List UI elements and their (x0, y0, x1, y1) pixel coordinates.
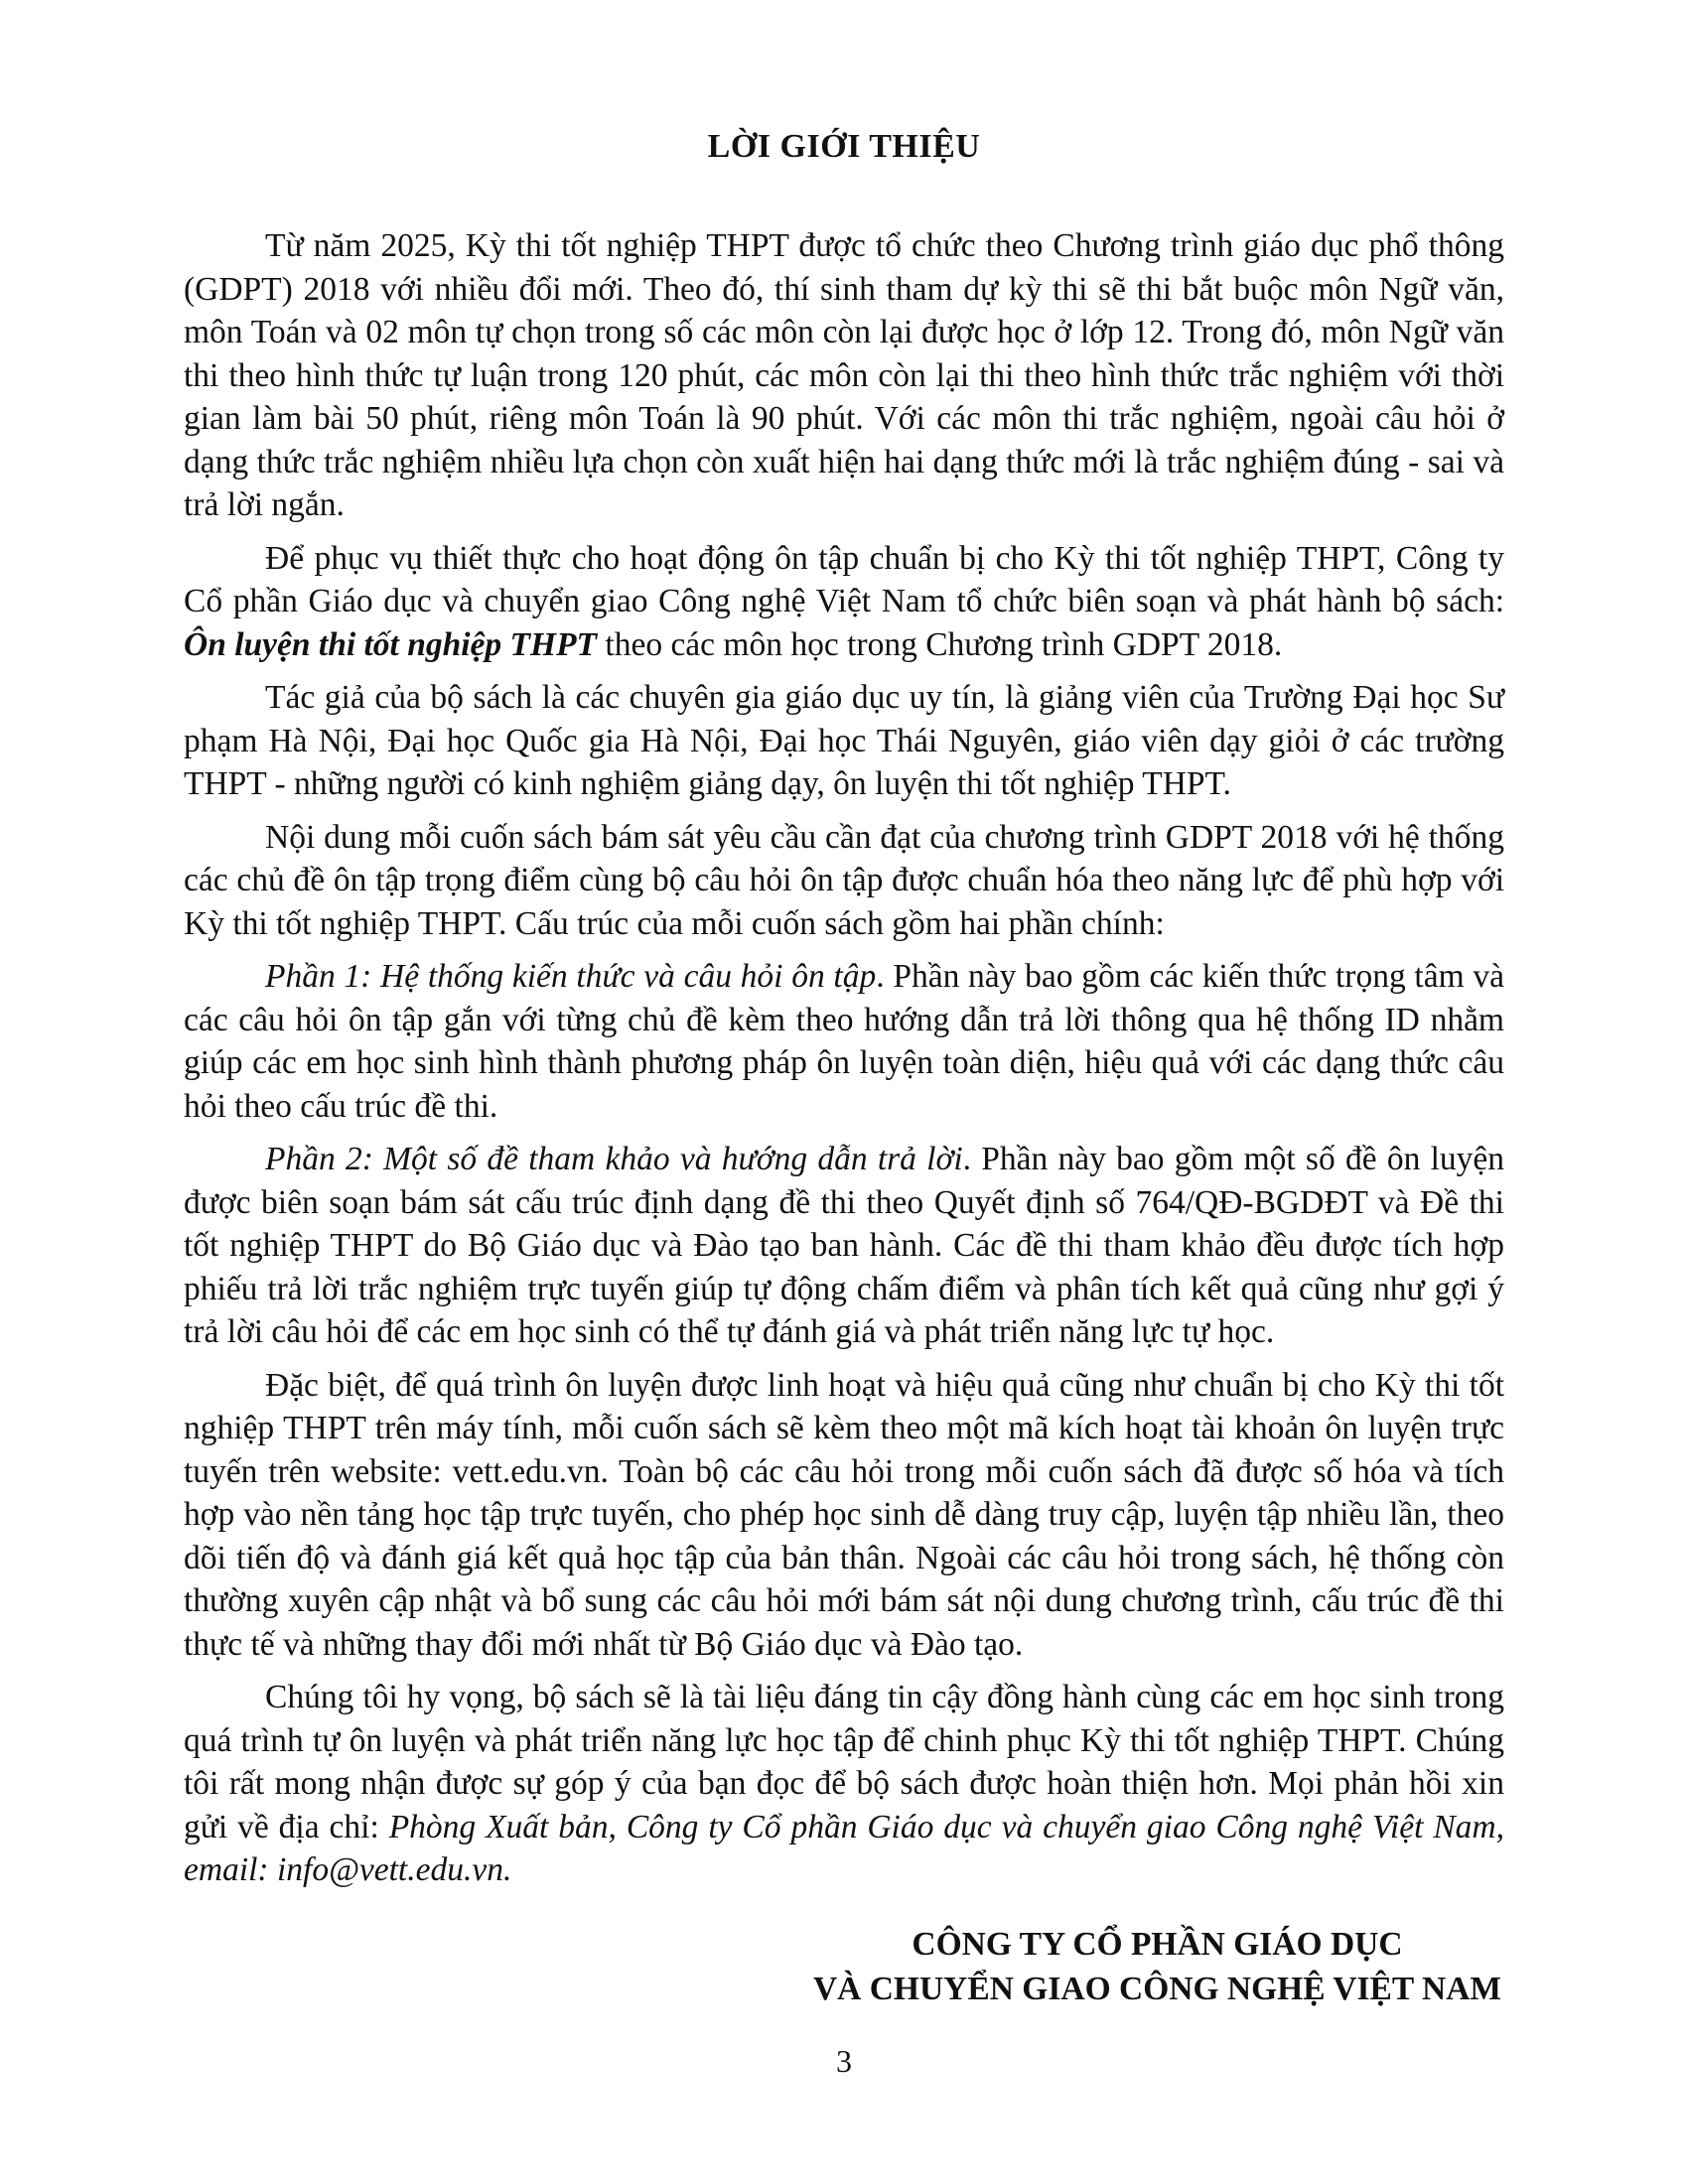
paragraph-book-series-start: Để phục vụ thiết thực cho hoạt động ôn tập chuẩn bị cho Kỳ thi tốt nghiệp THPT, Công ty Cổ phần Giáo dục và chuyển giao Công nghệ Việt Nam tổ chức biên soạn và phát hành bộ sách: (184, 539, 1504, 619)
paragraph-part-1 (184, 955, 1504, 1128)
paragraph-authors: Tác giả của bộ sách là các chuyên gia giáo dục uy tín, là giảng viên của Trường Đại học Sư phạm Hà Nội, Đại học Quốc gia Hà Nội, Đại học Thái Nguyên, giáo viên dạy giỏi ở các trường THPT - những người có kinh nghiệm giảng dạy, ôn luyện thi tốt nghiệp THPT. (184, 679, 1504, 802)
signature-line-1: CÔNG TY CỔ PHẦN GIÁO DỤC (912, 1926, 1403, 1963)
part-2-text: . Phần này bao gồm một số đề ôn luyện được biên soạn bám sát cấu trúc định dạng đề thi theo Quyết định số 764/QĐ-BGDĐT và Đề thi tốt nghiệp THPT do Bộ Giáo dục và Đào tạo ban hành. Các đề thi tham khảo đều được tích hợp phiếu trả lời trắc nghiệm trực tuyến giúp tự động chấm điểm và phân tích kết quả cũng như gợi ý trả lời câu hỏi để các em học sinh có thể tự đánh giá và phát triển năng lực tự học. (184, 1141, 1504, 1350)
part-1-text: . Phần này bao gồm các kiến thức trọng tâm và các câu hỏi ôn tập gắn với từng chủ đề kèm theo hướng dẫn trả lời thông qua hệ thống ID nhằm giúp các em học sinh hình thành phương pháp ôn luyện toàn diện, hiệu quả với các dạng thức câu hỏi theo cấu trúc đề thi. (184, 958, 1504, 1125)
body-text (184, 224, 1504, 1902)
part-1-label: Phần 1: Hệ thống kiến thức và câu hỏi ôn tập (265, 958, 877, 995)
book-series-title: Ôn luyện thi tốt nghiệp THPT (184, 625, 598, 663)
contact-address: Phòng Xuất bản, Công ty Cổ phần Giáo dục và chuyển giao Công nghệ Việt Nam, email: info@vett.edu.vn. (184, 1808, 1504, 1888)
paragraph-closing (184, 1676, 1504, 1892)
paragraph-book-series-end: theo các môn học trong Chương trình GDPT 2018. (597, 625, 1283, 663)
paragraph-closing-start: Chúng tôi hy vọng, bộ sách sẽ là tài liệu đáng tin cậy đồng hành cùng các em học sinh trong quá trình tự ôn luyện và phát triển năng lực học tập để chinh phục Kỳ thi tốt nghiệp THPT. Chúng tôi rất mong nhận được sự góp ý của bạn đọc để bộ sách được hoàn thiện hơn. Mọi phản hồi xin gửi về địa chỉ: (184, 1679, 1504, 1845)
paragraph-book-series (184, 537, 1504, 667)
paragraph-content: Nội dung mỗi cuốn sách bám sát yêu cầu cần đạt của chương trình GDPT 2018 với hệ thống các chủ đề ôn tập trọng điểm cùng bộ câu hỏi ôn tập được chuẩn hóa theo năng lực để phù hợp với Kỳ thi tốt nghiệp THPT. Cấu trúc của mỗi cuốn sách gồm hai phần chính: (184, 818, 1504, 942)
signature-block (813, 1922, 1501, 2011)
paragraph-intro: Từ năm 2025, Kỳ thi tốt nghiệp THPT được tổ chức theo Chương trình giáo dục phổ thông (GDPT) 2018 với nhiều đổi mới. Theo đó, thí sinh tham dự kỳ thi sẽ thi bắt buộc môn Ngữ văn, môn Toán và 02 môn tự chọn trong số các môn còn lại được học ở lớp 12. Trong đó, môn Ngữ văn thi theo hình thức tự luận trong 120 phút, các môn còn lại thi theo hình thức trắc nghiệm với thời gian làm bài 50 phút, riêng môn Toán là 90 phút. Với các môn thi trắc nghiệm, ngoài câu hỏi ở dạng thức trắc nghiệm nhiều lựa chọn còn xuất hiện hai dạng thức mới là trắc nghiệm đúng - sai và trả lời ngắn. (184, 227, 1504, 523)
page-number: 3 (836, 2043, 852, 2079)
paragraph-online: Đặc biệt, để quá trình ôn luyện được linh hoạt và hiệu quả cũng như chuẩn bị cho Kỳ thi tốt nghiệp THPT trên máy tính, mỗi cuốn sách sẽ kèm theo một mã kích hoạt tài khoản ôn luyện trực tuyến trên website: vett.edu.vn. Toàn bộ các câu hỏi trong mỗi cuốn sách đã được số hóa và tích hợp vào nền tảng học tập trực tuyến, cho phép học sinh dễ dàng truy cập, luyện tập nhiều lần, theo dõi tiến độ và đánh giá kết quả học tập của bản thân. Ngoài các câu hỏi trong sách, hệ thống còn thường xuyên cập nhật và bổ sung các câu hỏi mới bám sát nội dung chương trình, cấu trúc đề thi thực tế và những thay đổi mới nhất từ Bộ Giáo dục và Đào tạo. (184, 1366, 1504, 1663)
page-title: LỜI GIỚI THIỆU (707, 128, 981, 165)
paragraph-part-2 (184, 1138, 1504, 1354)
signature-line-2: VÀ CHUYỂN GIAO CÔNG NGHỆ VIỆT NAM (812, 1971, 1501, 2007)
part-2-label: Phần 2: Một số đề tham khảo và hướng dẫn trả lời (265, 1141, 963, 1177)
